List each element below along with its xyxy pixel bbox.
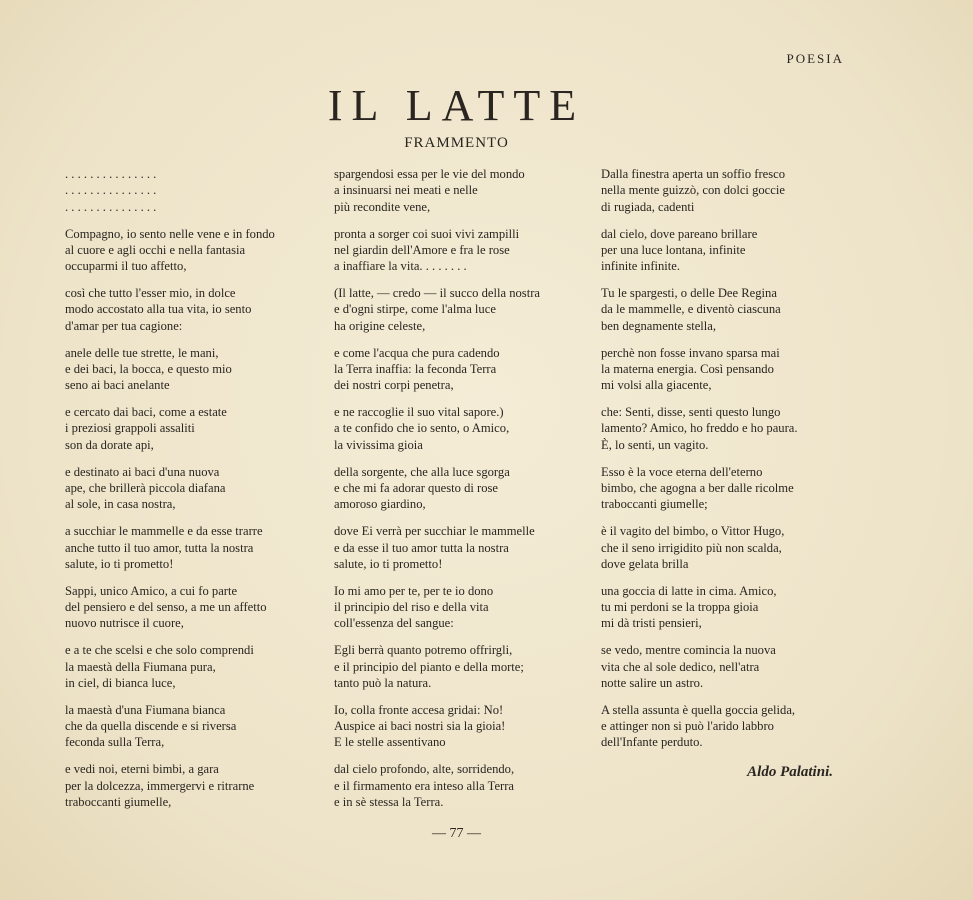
stanza bbox=[334, 702, 584, 751]
stanza bbox=[65, 404, 320, 453]
poem-line: e il principio del pianto e della morte; bbox=[334, 659, 524, 674]
poem-line: e il firmamento era inteso alla Terra bbox=[334, 778, 515, 793]
poem-line: e ne raccoglie il suo vital sapore.) bbox=[334, 405, 504, 420]
poem-line: Tu le spargesti, o delle Dee Regina bbox=[601, 286, 777, 301]
poem-line: dove Ei verrà per succhiar le mammelle bbox=[334, 524, 535, 539]
stanza bbox=[65, 166, 320, 215]
poem-line: dal cielo, dove pareano brillare bbox=[601, 226, 758, 241]
stanza bbox=[65, 761, 320, 810]
poem-line: a inaffiare la vita. . . . . . . . bbox=[334, 259, 467, 274]
poem-line: la maestà della Fiumana pura, bbox=[65, 659, 216, 674]
poem-line: di rugiada, cadenti bbox=[601, 199, 695, 214]
poem-line: se vedo, mentre comincia la nuova bbox=[601, 643, 776, 658]
poem-line: anele delle tue strette, le mani, bbox=[65, 345, 219, 360]
poem-line: lamento? Amico, ho freddo e ho paura. bbox=[601, 421, 798, 436]
stanza bbox=[334, 345, 584, 394]
poem-line: d'amar per tua cagione: bbox=[65, 318, 183, 333]
poem-line: a insinuarsi nei meati e nelle bbox=[334, 183, 478, 198]
poem-column-3 bbox=[601, 166, 841, 761]
stanza bbox=[334, 761, 584, 810]
stanza bbox=[601, 523, 841, 572]
poem-line: ape, che brillerà piccola diafana bbox=[65, 480, 226, 495]
stanza bbox=[65, 642, 320, 691]
section-label: POESIA bbox=[786, 51, 844, 66]
poem-line: per una luce lontana, infinite bbox=[601, 242, 746, 257]
poem-line: salute, io ti prometto! bbox=[334, 556, 443, 571]
poem-line: dei nostri corpi penetra, bbox=[334, 378, 454, 393]
stanza bbox=[601, 642, 841, 691]
poem-line: E le stelle assentivano bbox=[334, 735, 446, 750]
poem-line: ben degnamente stella, bbox=[601, 318, 717, 333]
stanza bbox=[601, 226, 841, 275]
poem-line: e cercato dai baci, come a estate bbox=[65, 405, 227, 420]
poem-line: la vivissima gioia bbox=[334, 437, 423, 452]
poem-column-2 bbox=[334, 166, 584, 821]
poem-line: anche tutto il tuo amor, tutta la nostra bbox=[65, 540, 254, 555]
stanza bbox=[65, 464, 320, 513]
poem-line: e in sè stessa la Terra. bbox=[334, 794, 444, 809]
poem-line: nel giardin dell'Amore e fra le rose bbox=[334, 242, 510, 257]
poem-line: amoroso giardino, bbox=[334, 497, 426, 512]
poem-line: così che tutto l'esser mio, in dolce bbox=[65, 286, 236, 301]
poem-line: del pensiero e del senso, a me un affetto bbox=[65, 600, 267, 615]
poem-line: Egli berrà quanto potremo offrirgli, bbox=[334, 643, 513, 658]
poem-line: più recondite vene, bbox=[334, 199, 431, 214]
poem-line: e come l'acqua che pura cadendo bbox=[334, 345, 500, 360]
poem-line: della sorgente, che alla luce sgorga bbox=[334, 464, 510, 479]
poem-line: infinite infinite. bbox=[601, 259, 681, 274]
stanza bbox=[65, 345, 320, 394]
poem-line: Esso è la voce eterna dell'eterno bbox=[601, 464, 763, 479]
poem-line: e vedi noi, eterni bimbi, a gara bbox=[65, 762, 219, 777]
poem-line: A stella assunta è quella goccia gelida, bbox=[601, 702, 796, 717]
stanza bbox=[65, 523, 320, 572]
stanza bbox=[601, 464, 841, 513]
stanza bbox=[601, 166, 841, 215]
poem-line: e dei baci, la bocca, e questo mio bbox=[65, 361, 232, 376]
page-number: — 77 — bbox=[432, 826, 481, 841]
stanza bbox=[334, 166, 584, 215]
poem-line: Auspice ai baci nostri sia la gioia! bbox=[334, 719, 506, 734]
poem-line: modo accostato alla tua vita, io sento bbox=[65, 302, 252, 317]
poem-line: che da quella discende e si riversa bbox=[65, 719, 237, 734]
poem-line: e da esse il tuo amor tutta la nostra bbox=[334, 540, 509, 555]
stanza bbox=[65, 285, 320, 334]
stanza bbox=[334, 583, 584, 632]
poem-line: e destinato ai baci d'una nuova bbox=[65, 464, 220, 479]
poem-line: a succhiar le mammelle e da esse trarre bbox=[65, 524, 263, 539]
poem-line: a te confido che io sento, o Amico, bbox=[334, 421, 510, 436]
poem-line: ha origine celeste, bbox=[334, 318, 426, 333]
poem-title: IL LATTE bbox=[327, 81, 586, 130]
poem-line: la Terra inaffia: la feconda Terra bbox=[334, 361, 497, 376]
poem-line: vita che al sole dedico, nell'atra bbox=[601, 659, 760, 674]
poem-line: Io, colla fronte accesa gridai: No! bbox=[334, 702, 504, 717]
stanza bbox=[334, 226, 584, 275]
stanza bbox=[334, 285, 584, 334]
poem-line: i preziosi grappoli assaliti bbox=[65, 421, 195, 436]
poem-line: dal cielo profondo, alte, sorridendo, bbox=[334, 762, 515, 777]
stanza bbox=[334, 642, 584, 691]
poem-line: per la dolcezza, immergervi e ritrarne bbox=[65, 778, 255, 793]
stanza bbox=[601, 583, 841, 632]
poem-line: . . . . . . . . . . . . . . . bbox=[65, 167, 157, 181]
poem-line: e che mi fa adorar questo di rose bbox=[334, 480, 499, 495]
poem-line: Io mi amo per te, per te io dono bbox=[334, 583, 494, 598]
poem-line: tanto può la natura. bbox=[334, 675, 432, 690]
poem-line: la maestà d'una Fiumana bianca bbox=[65, 702, 226, 717]
poem-line: nella mente guizzò, con dolci goccie bbox=[601, 183, 785, 198]
poem-line: e attinger non si può l'arido labbro bbox=[601, 719, 774, 734]
poem-line: e a te che scelsi e che solo comprendi bbox=[65, 643, 254, 658]
poem-line: tu mi perdoni se la troppa gioia bbox=[601, 600, 759, 615]
stanza bbox=[334, 523, 584, 572]
poem-line: . . . . . . . . . . . . . . . bbox=[65, 183, 157, 198]
poem-line: . . . . . . . . . . . . . . . bbox=[65, 199, 157, 214]
stanza bbox=[601, 702, 841, 751]
poem-line: bimbo, che agogna a ber dalle ricolme bbox=[601, 480, 794, 495]
poem-line: il principio del riso e della vita bbox=[334, 600, 489, 615]
stanza bbox=[601, 404, 841, 453]
poem-line: la materna energia. Così pensando bbox=[601, 361, 774, 376]
stanza bbox=[65, 226, 320, 275]
poem-line: occuparmi il tuo affetto, bbox=[65, 259, 187, 274]
poem-line: traboccanti giumelle; bbox=[601, 497, 708, 512]
poem-line: mi dà tristi pensieri, bbox=[601, 616, 702, 631]
stanza bbox=[601, 285, 841, 334]
poem-line: Compagno, io sento nelle vene e in fondo bbox=[65, 226, 275, 241]
poem-line: una goccia di latte in cima. Amico, bbox=[601, 583, 777, 598]
poem-line: pronta a sorger coi suoi vivi zampilli bbox=[334, 226, 520, 241]
poem-line: Sappi, unico Amico, a cui fo parte bbox=[65, 583, 238, 598]
poem-line: che il seno irrigidito più non scalda, bbox=[601, 540, 782, 555]
stanza bbox=[65, 702, 320, 751]
poem-line: notte salire un astro. bbox=[601, 675, 704, 690]
author-signature: Aldo Palatini. bbox=[747, 764, 833, 780]
stanza bbox=[334, 404, 584, 453]
poem-line: nuovo nutrisce il cuore, bbox=[65, 616, 184, 631]
poem-line: feconda sulla Terra, bbox=[65, 735, 165, 750]
poem-line: seno ai baci anelante bbox=[65, 378, 170, 393]
poem-line: coll'essenza del sangue: bbox=[334, 616, 454, 631]
poem-line: è il vagito del bimbo, o Vittor Hugo, bbox=[601, 524, 785, 539]
poem-line: dove gelata brilla bbox=[601, 556, 689, 571]
poem-line: in ciel, di bianca luce, bbox=[65, 675, 176, 690]
stanza bbox=[601, 345, 841, 394]
poem-line: al cuore e agli occhi e nella fantasia bbox=[65, 242, 246, 257]
poem-line: È, lo senti, un vagito. bbox=[601, 437, 709, 452]
poem-line: dell'Infante perduto. bbox=[601, 735, 703, 750]
poem-line: traboccanti giumelle, bbox=[65, 794, 172, 809]
poem-line: da le mammelle, e diventò ciascuna bbox=[601, 302, 781, 317]
poem-column-1 bbox=[65, 166, 320, 821]
stanza bbox=[65, 583, 320, 632]
stanza bbox=[334, 464, 584, 513]
poem-line: spargendosi essa per le vie del mondo bbox=[334, 167, 525, 181]
poem-line: son da dorate api, bbox=[65, 437, 154, 452]
poem-line: mi volsi alla giacente, bbox=[601, 378, 712, 393]
poem-line: perchè non fosse invano sparsa mai bbox=[601, 345, 780, 360]
poem-line: Dalla finestra aperta un soffio fresco bbox=[601, 167, 786, 181]
poem-line: salute, io ti prometto! bbox=[65, 556, 174, 571]
poem-subtitle: FRAMMENTO bbox=[404, 135, 509, 151]
poem-line: e d'ogni stirpe, come l'alma luce bbox=[334, 302, 496, 317]
poem-line: al sole, in casa nostra, bbox=[65, 497, 176, 512]
poem-line: che: Senti, disse, senti questo lungo bbox=[601, 405, 781, 420]
poem-line: (Il latte, — credo — il succo della nostra bbox=[334, 286, 540, 301]
